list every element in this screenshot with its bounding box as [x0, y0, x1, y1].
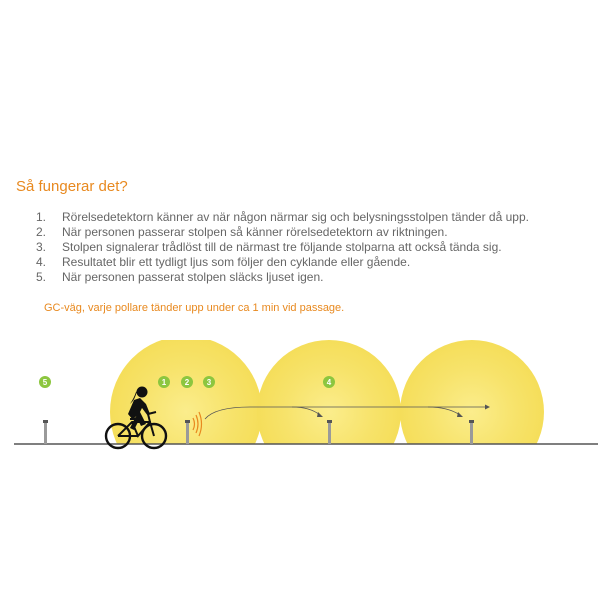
svg-text:1: 1	[161, 378, 167, 387]
badge-step-2	[181, 376, 193, 388]
step-number: 2.	[35, 225, 46, 239]
svg-text:5: 5	[42, 378, 48, 387]
svg-text:4: 4	[326, 378, 332, 387]
svg-text:3: 3	[206, 378, 212, 387]
diagram-svg	[0, 340, 600, 460]
lighting-diagram	[0, 340, 600, 460]
step-text: Stolpen signalerar trådlöst till de närmast tre följande stolparna att också tända sig.	[62, 240, 502, 254]
list-item	[24, 270, 584, 285]
steps-list	[24, 210, 584, 285]
list-item	[24, 225, 584, 240]
badge-step-5	[39, 376, 51, 388]
badge-step-3	[203, 376, 215, 388]
step-number: 4.	[35, 255, 46, 269]
badge-step-4	[323, 376, 335, 388]
step-number: 3.	[35, 240, 46, 254]
badge-step-1	[158, 376, 170, 388]
step-number: 5.	[35, 270, 46, 284]
note-text: GC-väg, varje pollare tänder upp under ca 1 min vid passage.	[44, 302, 345, 314]
list-item	[24, 255, 584, 270]
list-item	[24, 210, 584, 225]
step-number: 1.	[35, 210, 46, 224]
step-text: Resultatet blir ett tydligt ljus som följer den cyklande eller gående.	[62, 255, 411, 269]
light-glows	[110, 340, 544, 460]
list-item	[24, 240, 584, 255]
bollard-0	[43, 420, 48, 444]
page-title: Så fungerar det?	[16, 178, 128, 195]
step-text: När personen passerar stolpen så känner rörelsedetektorn av riktningen.	[62, 225, 448, 239]
step-text: Rörelsedetektorn känner av när någon närmar sig och belysningsstolpen tänder då upp.	[62, 210, 529, 224]
svg-text:2: 2	[184, 378, 190, 387]
step-text: När personen passerat stolpen släcks ljuset igen.	[62, 270, 324, 284]
